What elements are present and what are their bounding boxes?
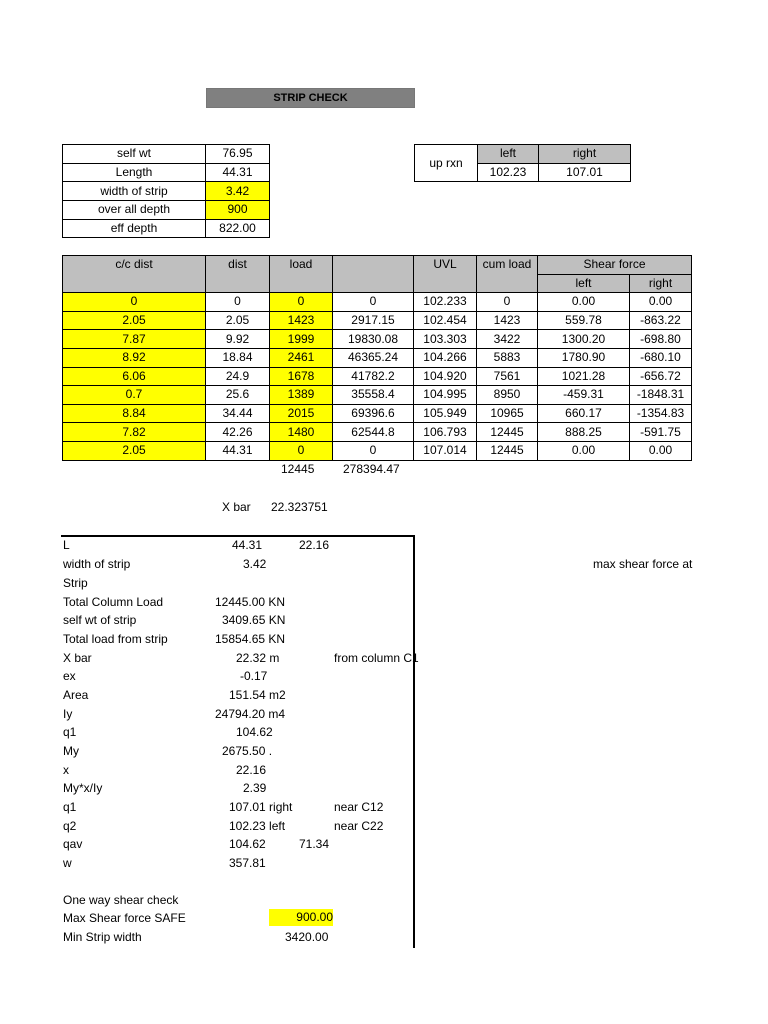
cell-shear-right: -591.75 (630, 423, 692, 442)
cell-uvl: 105.949 (414, 404, 477, 423)
cell-load: 2015 (270, 404, 333, 423)
cell-cc-dist: 8.84 (63, 404, 206, 423)
rxn-right-value: 107.01 (539, 163, 631, 182)
calc-my-label: My (63, 744, 79, 758)
cell-cum-load: 0 (477, 293, 538, 312)
calc-width-v1: 3.42 (243, 557, 267, 571)
cell-shear-right: 0.00 (630, 441, 692, 460)
shear-force-table (62, 255, 692, 461)
calc-x-v1: 22.16 (236, 763, 267, 777)
table-row (63, 330, 692, 349)
cell-cc-dist: 8.92 (63, 348, 206, 367)
cell-moment: 69396.6 (333, 404, 414, 423)
cell-cum-load: 7561 (477, 367, 538, 386)
cell-dist: 25.6 (206, 386, 270, 405)
calc-q2-label: q2 (63, 819, 77, 833)
cell-load: 1999 (270, 330, 333, 349)
calc-q2-v1: 102.23 left (229, 819, 286, 833)
cell-shear-left: 559.78 (538, 311, 630, 330)
cell-dist: 18.84 (206, 348, 270, 367)
xbar-value: 22.323751 (271, 500, 328, 514)
table-row (63, 423, 692, 442)
calc-swt-v1: 3409.65 KN (222, 613, 286, 627)
cell-cc-dist: 0.7 (63, 386, 206, 405)
xbar-label: X bar (222, 500, 251, 514)
property-value: 900 (206, 201, 270, 220)
cell-uvl: 107.014 (414, 441, 477, 460)
calc-my-v1: 2675.50 . (222, 744, 273, 758)
side-note: max shear force at (593, 557, 693, 571)
property-label: self wt (63, 145, 206, 164)
cell-shear-right: 0.00 (630, 293, 692, 312)
calc-q1b-label: q1 (63, 800, 77, 814)
cell-shear-right: -656.72 (630, 367, 692, 386)
calc-area-label: Area (63, 688, 89, 702)
cell-load: 2461 (270, 348, 333, 367)
cell-cum-load: 1423 (477, 311, 538, 330)
cell-dist: 24.9 (206, 367, 270, 386)
calc-xbar-v1: 22.32 m (236, 651, 280, 665)
calc-xbar-label: X bar (63, 651, 92, 665)
total-load: 12445 (281, 462, 315, 476)
calc-ex-v1: -0.17 (240, 669, 268, 683)
property-row (63, 201, 270, 220)
property-value: 76.95 (206, 145, 270, 164)
header-shear-force: Shear force (538, 256, 692, 275)
property-label: width of strip (63, 182, 206, 201)
calc-L-label: L (63, 538, 70, 552)
calc-tls-label: Total load from strip (63, 632, 168, 646)
cell-moment: 41782.2 (333, 367, 414, 386)
cell-cum-load: 12445 (477, 441, 538, 460)
calc-q1a-label: q1 (63, 725, 77, 739)
up-rxn-label: up rxn (415, 145, 478, 182)
calc-iy-label: Iy (63, 707, 73, 721)
reaction-table (414, 144, 631, 182)
cell-cum-load: 8950 (477, 386, 538, 405)
table-row (63, 293, 692, 312)
header-dist: dist (206, 256, 270, 293)
cell-cum-load: 5883 (477, 348, 538, 367)
table-row (63, 404, 692, 423)
calc-ex-label: ex (63, 669, 76, 683)
header-shear-left: left (538, 274, 630, 293)
property-row (63, 219, 270, 238)
calc-L-v2: 22.16 (299, 538, 330, 552)
calc-w-label: w (63, 856, 72, 870)
table-row (63, 367, 692, 386)
calc-q1a-v1: 104.62 (236, 725, 273, 739)
cell-cc-dist: 2.05 (63, 441, 206, 460)
cell-shear-left: -459.31 (538, 386, 630, 405)
calc-minsw-v1: 3420.00 (285, 930, 329, 944)
cell-shear-right: -863.22 (630, 311, 692, 330)
cell-moment: 35558.4 (333, 386, 414, 405)
calc-width-label: width of strip (63, 557, 131, 571)
table-row (63, 386, 692, 405)
cell-cc-dist: 2.05 (63, 311, 206, 330)
header-shear-right: right (630, 274, 692, 293)
table-row (63, 441, 692, 460)
calc-L-v1: 44.31 (232, 538, 263, 552)
calc-strip-label: Strip (63, 576, 88, 590)
cell-dist: 42.26 (206, 423, 270, 442)
cell-shear-left: 1021.28 (538, 367, 630, 386)
header-load: load (270, 256, 333, 293)
calc-area-v1: 151.54 m2 (229, 688, 286, 702)
property-label: over all depth (63, 201, 206, 220)
calc-qav-label: qav (63, 837, 83, 851)
calc-w-v1: 357.81 (229, 856, 266, 870)
cell-uvl: 104.920 (414, 367, 477, 386)
cell-cum-load: 3422 (477, 330, 538, 349)
calc-q1b-note: near C12 (334, 800, 384, 814)
calc-tcl-v1: 12445.00 KN (215, 595, 286, 609)
cell-uvl: 106.793 (414, 423, 477, 442)
calc-oneway-label: One way shear check (63, 893, 179, 907)
property-label: eff depth (63, 219, 206, 238)
cell-shear-right: -1848.31 (630, 386, 692, 405)
property-row (63, 163, 270, 182)
cell-moment: 46365.24 (333, 348, 414, 367)
cell-shear-left: 0.00 (538, 293, 630, 312)
calc-qav-v1: 104.62 (229, 837, 266, 851)
calc-minsw-label: Min Strip width (63, 930, 142, 944)
cell-load: 1389 (270, 386, 333, 405)
cell-dist: 9.92 (206, 330, 270, 349)
calc-tls-v1: 15854.65 KN (215, 632, 286, 646)
cell-load: 0 (270, 441, 333, 460)
cell-cc-dist: 7.82 (63, 423, 206, 442)
header-blank (333, 256, 414, 293)
cell-shear-left: 888.25 (538, 423, 630, 442)
sheet-title: STRIP CHECK (206, 88, 415, 108)
cell-shear-left: 0.00 (538, 441, 630, 460)
cell-moment: 2917.15 (333, 311, 414, 330)
cell-cc-dist: 6.06 (63, 367, 206, 386)
calc-maxsf-v1: 900.00 (269, 909, 333, 926)
property-row (63, 145, 270, 164)
cell-uvl: 104.995 (414, 386, 477, 405)
cell-load: 0 (270, 293, 333, 312)
property-value: 44.31 (206, 163, 270, 182)
cell-load: 1678 (270, 367, 333, 386)
calc-iy-v1: 24794.20 m4 (215, 707, 286, 721)
cell-uvl: 104.266 (414, 348, 477, 367)
header-uvl: UVL (414, 256, 477, 293)
table-row (63, 311, 692, 330)
calc-swt-label: self wt of strip (63, 613, 137, 627)
cell-shear-right: -1354.83 (630, 404, 692, 423)
calc-x-label: x (63, 763, 69, 777)
calc-myx-v1: 2.39 (243, 781, 267, 795)
property-row (63, 182, 270, 201)
cell-moment: 0 (333, 293, 414, 312)
cell-uvl: 103.303 (414, 330, 477, 349)
calc-q1b-v1: 107.01 right (229, 800, 293, 814)
cell-moment: 62544.8 (333, 423, 414, 442)
rxn-left-value: 102.23 (478, 163, 539, 182)
calc-maxsf-label: Max Shear force SAFE (63, 911, 186, 925)
calc-tcl-label: Total Column Load (63, 595, 164, 609)
rxn-right-header: right (539, 145, 631, 164)
cell-moment: 19830.08 (333, 330, 414, 349)
cell-uvl: 102.454 (414, 311, 477, 330)
cell-cum-load: 12445 (477, 423, 538, 442)
cell-shear-right: -698.80 (630, 330, 692, 349)
cell-load: 1423 (270, 311, 333, 330)
cell-shear-left: 1780.90 (538, 348, 630, 367)
property-label: Length (63, 163, 206, 182)
calc-qav-v2: 71.34 (299, 837, 330, 851)
cell-dist: 2.05 (206, 311, 270, 330)
cell-dist: 44.31 (206, 441, 270, 460)
header-cc-dist: c/c dist (63, 256, 206, 293)
cell-load: 1480 (270, 423, 333, 442)
properties-table (62, 144, 270, 238)
header-cum-load: cum load (477, 256, 538, 293)
property-value: 822.00 (206, 219, 270, 238)
table-row (63, 348, 692, 367)
calc-xbar-note: from column C1 (334, 651, 419, 665)
cell-dist: 34.44 (206, 404, 270, 423)
rxn-left-header: left (478, 145, 539, 164)
cell-shear-left: 1300.20 (538, 330, 630, 349)
calc-q2-note: near C22 (334, 819, 384, 833)
cell-cum-load: 10965 (477, 404, 538, 423)
cell-uvl: 102.233 (414, 293, 477, 312)
cell-cc-dist: 0 (63, 293, 206, 312)
cell-shear-left: 660.17 (538, 404, 630, 423)
cell-moment: 0 (333, 441, 414, 460)
property-value: 3.42 (206, 182, 270, 201)
cell-shear-right: -680.10 (630, 348, 692, 367)
cell-cc-dist: 7.87 (63, 330, 206, 349)
total-moment: 278394.47 (343, 462, 400, 476)
calc-myx-label: My*x/Iy (63, 781, 103, 795)
cell-dist: 0 (206, 293, 270, 312)
